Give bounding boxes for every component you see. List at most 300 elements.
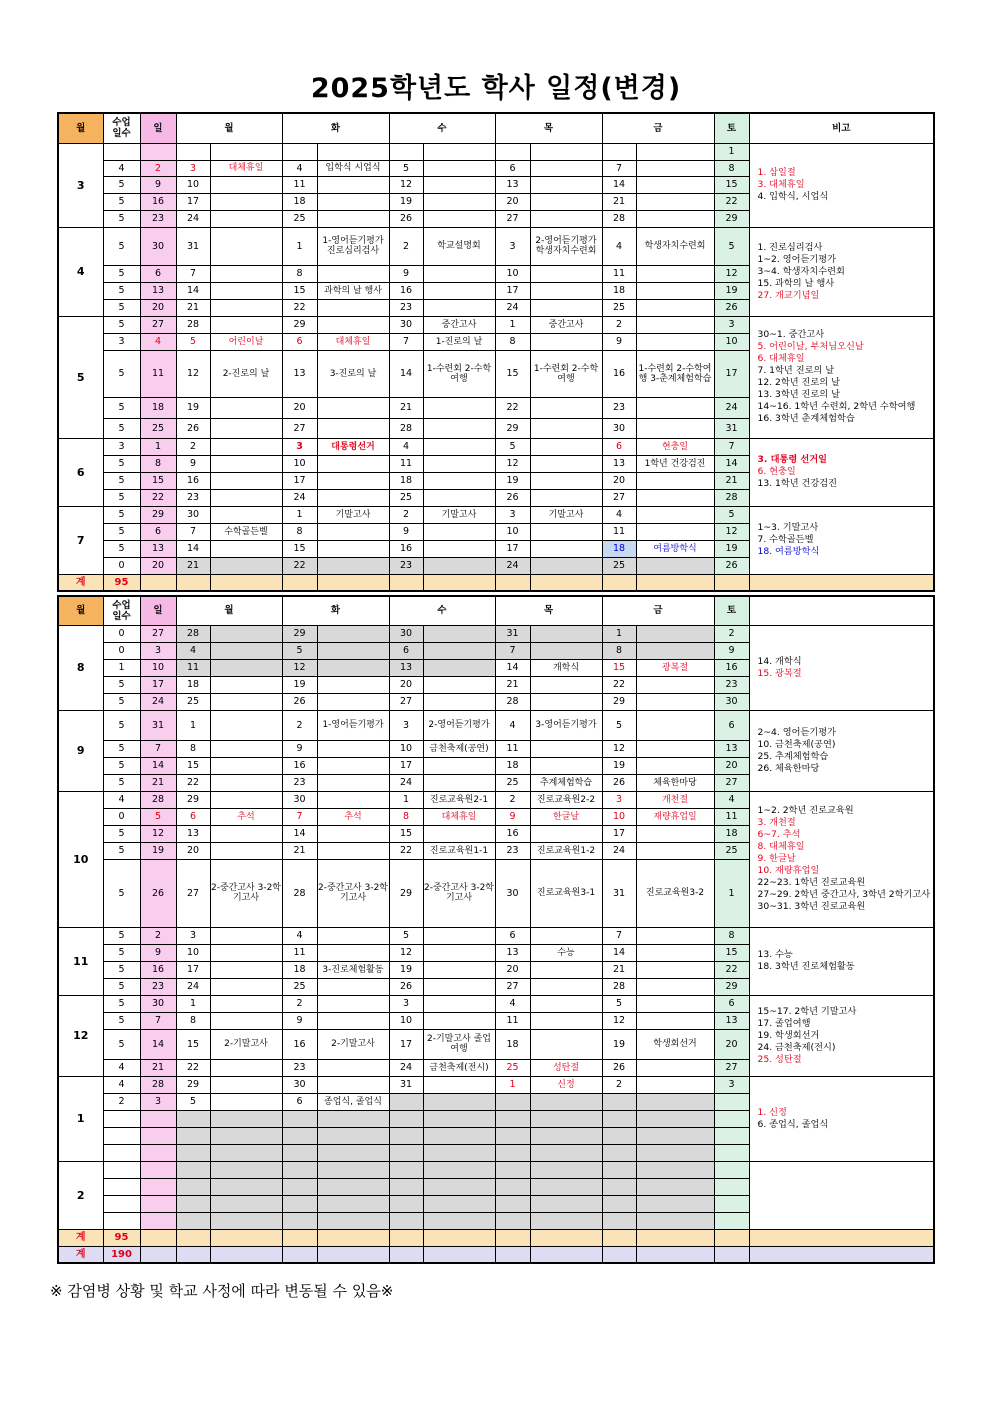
empty-cell [530, 1212, 602, 1229]
cell: 수학골든벨 [210, 523, 282, 540]
empty-cell [176, 1246, 210, 1263]
cell: 26 [282, 693, 317, 710]
cell: 9 [389, 523, 423, 540]
empty-cell [423, 978, 495, 995]
cell: 3 [495, 227, 530, 265]
empty-cell [176, 1178, 210, 1195]
cell: 3 [714, 1076, 749, 1093]
cell: 4 [103, 160, 140, 176]
cell: 10 [714, 333, 749, 350]
empty-cell [495, 1093, 530, 1110]
cell: 4 [176, 642, 210, 659]
cell: 24 [389, 774, 423, 791]
note-line: 13. 1학년 건강검진 [757, 478, 838, 489]
cell: 1-영어듣기평가 진로심리검사 [317, 227, 389, 265]
cell: 2 [602, 316, 636, 333]
cell: 4 [282, 927, 317, 944]
cell: 14 [176, 282, 210, 299]
cell: 15 [282, 282, 317, 299]
cell: 1 [176, 710, 210, 740]
cell: 17 [140, 676, 176, 693]
cell: 학생회선거 [636, 1029, 714, 1059]
empty-cell [317, 540, 389, 557]
notes-december [749, 995, 934, 1076]
cell: 계 [58, 1246, 103, 1263]
cell: 중간고사 [423, 316, 495, 333]
empty-cell [636, 557, 714, 574]
cell: 29 [140, 506, 176, 523]
empty-cell [317, 1110, 389, 1127]
empty-cell [282, 1246, 317, 1263]
week-row [58, 1076, 934, 1093]
empty-cell [210, 978, 282, 995]
empty-cell [389, 1212, 423, 1229]
cell: 9 [282, 1012, 317, 1029]
cell: 6 [495, 160, 530, 176]
cell: 3-진로의 날 [317, 350, 389, 397]
cell: 15 [176, 757, 210, 774]
empty-cell [317, 455, 389, 472]
cell: 24 [714, 397, 749, 418]
empty-cell [210, 227, 282, 265]
cell: 26 [714, 299, 749, 316]
cell: 95 [103, 1229, 140, 1246]
cell: 26 [389, 210, 423, 227]
empty-cell [389, 574, 423, 591]
cell: 3-영어듣기평가 [530, 710, 602, 740]
empty-cell [714, 574, 749, 591]
empty-cell [749, 574, 934, 591]
cell: 5 [282, 642, 317, 659]
note-line: 7. 1학년 진로의 날 [757, 365, 835, 376]
empty-cell [103, 1195, 140, 1212]
empty-cell [636, 1229, 714, 1246]
cell: 21 [495, 676, 530, 693]
semester1-calendar [57, 112, 935, 592]
empty-cell [210, 506, 282, 523]
empty-cell [530, 1246, 602, 1263]
empty-cell [636, 574, 714, 591]
cell: 28 [714, 489, 749, 506]
cell: 기말고사 [317, 506, 389, 523]
week-row [58, 143, 934, 160]
empty-cell [423, 210, 495, 227]
cell: 3 [140, 642, 176, 659]
cell: 31 [176, 227, 210, 265]
cell: 11 [282, 944, 317, 961]
empty-cell [176, 1229, 210, 1246]
empty-cell [530, 642, 602, 659]
note-line: 27. 개교기념일 [757, 289, 820, 301]
grand-total-row [58, 1246, 934, 1263]
notes-may [749, 316, 934, 438]
notes-july [749, 506, 934, 574]
cell: 개천절 [636, 791, 714, 808]
empty-cell [423, 265, 495, 282]
empty-cell [210, 825, 282, 842]
note-line: 25. 추계체험학습 [757, 750, 829, 762]
cell: 3 [176, 160, 210, 176]
cell: 13 [176, 825, 210, 842]
cell: 28 [140, 791, 176, 808]
empty-cell [423, 438, 495, 455]
empty-cell [636, 995, 714, 1012]
cell: 4 [495, 995, 530, 1012]
header-mon: 월 [176, 113, 282, 143]
footer-note: ※ 감염병 상황 및 학교 사정에 따라 변동될 수 있음※ [50, 1282, 394, 1300]
empty-cell [495, 143, 530, 160]
cell: 23 [714, 676, 749, 693]
empty-cell [176, 1144, 210, 1161]
cell: 대체휴일 [423, 808, 495, 825]
cell: 13 [714, 740, 749, 757]
empty-cell [317, 978, 389, 995]
empty-cell [317, 791, 389, 808]
cell: 8 [176, 1012, 210, 1029]
cell: 5 [103, 210, 140, 227]
cell: 10 [389, 740, 423, 757]
note-line: 10. 재량휴업일 [757, 865, 820, 876]
cell: 23 [140, 210, 176, 227]
cell: 4 [140, 333, 176, 350]
cell: 5 [103, 299, 140, 316]
note-line: 3. 대체휴일 [757, 179, 805, 190]
empty-cell [636, 282, 714, 299]
cell: 과학의 날 행사 [317, 282, 389, 299]
empty-cell [317, 1195, 389, 1212]
cell: 5 [103, 523, 140, 540]
cell: 14 [602, 176, 636, 193]
empty-cell [140, 1178, 176, 1195]
empty-cell [423, 455, 495, 472]
cell: 5 [103, 350, 140, 397]
cell: 학생자치수련회 [636, 227, 714, 265]
empty-cell [176, 1127, 210, 1144]
notes-november [749, 927, 934, 995]
cell: 27 [714, 774, 749, 791]
empty-cell [602, 1212, 636, 1229]
cell: 19 [282, 676, 317, 693]
week-row [58, 506, 934, 523]
empty-cell [423, 143, 495, 160]
notes-march [749, 143, 934, 227]
empty-cell [210, 557, 282, 574]
empty-cell [317, 489, 389, 506]
cell: 18 [176, 676, 210, 693]
empty-cell [602, 574, 636, 591]
empty-cell [176, 1110, 210, 1127]
empty-cell [389, 1161, 423, 1178]
empty-cell [210, 1093, 282, 1110]
cell: 21 [282, 842, 317, 859]
month-label: 11 [58, 927, 103, 995]
cell: 3 [140, 1093, 176, 1110]
cell: 13 [282, 350, 317, 397]
empty-cell [602, 1161, 636, 1178]
cell-text: 수업 [112, 117, 131, 129]
empty-cell [317, 1178, 389, 1195]
empty-cell [495, 1178, 530, 1195]
month-label: 4 [58, 227, 103, 316]
note-line: 3~4. 학생자치수련회 [757, 265, 845, 277]
empty-cell [636, 160, 714, 176]
cell: 29 [176, 1076, 210, 1093]
cell: 5 [602, 710, 636, 740]
cell: 재량휴업일 [636, 808, 714, 825]
cell: 11 [495, 740, 530, 757]
cell: 29 [495, 418, 530, 438]
cell: 어린이날 [210, 333, 282, 350]
cell: 계 [58, 574, 103, 591]
cell: 16 [495, 825, 530, 842]
empty-cell [176, 143, 210, 160]
cell: 16 [140, 193, 176, 210]
empty-cell [530, 397, 602, 418]
empty-cell [103, 1127, 140, 1144]
page-title: 2025학년도 학사 일정(변경) [310, 73, 682, 104]
cell: 27 [495, 210, 530, 227]
cell: 7 [282, 808, 317, 825]
empty-cell [423, 193, 495, 210]
cell: 15 [140, 472, 176, 489]
cell: 26 [495, 489, 530, 506]
empty-cell [389, 1110, 423, 1127]
empty-cell [636, 944, 714, 961]
cell: 3 [714, 316, 749, 333]
cell: 19 [389, 193, 423, 210]
empty-cell [317, 1212, 389, 1229]
cell: 12 [714, 265, 749, 282]
empty-cell [210, 944, 282, 961]
cell: 5 [602, 995, 636, 1012]
cell: 15 [714, 944, 749, 961]
empty-cell [317, 1012, 389, 1029]
empty-cell [176, 574, 210, 591]
cell: 20 [714, 1029, 749, 1059]
cell: 16 [389, 540, 423, 557]
note-line: 13. 수능 [757, 949, 793, 960]
header-fri: 금 [602, 596, 714, 625]
empty-cell [423, 397, 495, 418]
cell: 5 [103, 489, 140, 506]
cell: 9 [602, 333, 636, 350]
cell: 17 [389, 757, 423, 774]
cell: 24 [495, 299, 530, 316]
cell: 성탄절 [530, 1059, 602, 1076]
empty-cell [317, 642, 389, 659]
empty-cell [210, 574, 282, 591]
month-label: 10 [58, 791, 103, 927]
cell: 7 [176, 265, 210, 282]
empty-cell [636, 978, 714, 995]
cell: 25 [714, 842, 749, 859]
cell: 추석 [317, 808, 389, 825]
cell: 학교설명회 [423, 227, 495, 265]
empty-cell [317, 523, 389, 540]
note-line: 12. 2학년 진로의 날 [757, 377, 840, 388]
empty-cell [495, 1144, 530, 1161]
cell: 1 [389, 791, 423, 808]
cell: 2-영어듣기평가 [423, 710, 495, 740]
cell: 2 [389, 506, 423, 523]
cell: 0 [103, 557, 140, 574]
cell: 6 [389, 642, 423, 659]
empty-cell [210, 438, 282, 455]
empty-cell [317, 625, 389, 642]
cell: 13 [140, 282, 176, 299]
cell: 10 [389, 1012, 423, 1029]
empty-cell [530, 1229, 602, 1246]
empty-cell [423, 540, 495, 557]
empty-cell [530, 825, 602, 842]
cell: 0 [103, 642, 140, 659]
cell: 6 [282, 1093, 317, 1110]
cell: 22 [282, 299, 317, 316]
cell: 8 [282, 523, 317, 540]
cell: 17 [176, 961, 210, 978]
cell: 2-기말고사 졸업여행 [423, 1029, 495, 1059]
cell: 25 [282, 978, 317, 995]
note-line: 19. 학생회선거 [757, 1029, 820, 1041]
empty-cell [176, 1195, 210, 1212]
note-line: 1~2. 영어듣기평가 [757, 253, 836, 265]
cell: 21 [176, 299, 210, 316]
cell: 21 [140, 1059, 176, 1076]
cell: 9 [282, 740, 317, 757]
empty-cell [423, 1229, 495, 1246]
cell: 19 [389, 961, 423, 978]
cell: 12 [495, 455, 530, 472]
empty-cell [714, 1195, 749, 1212]
cell: 8 [714, 927, 749, 944]
cell: 8 [176, 740, 210, 757]
cell: 14 [602, 944, 636, 961]
cell: 3 [176, 927, 210, 944]
month-label: 12 [58, 995, 103, 1076]
empty-cell [636, 1144, 714, 1161]
empty-cell [423, 176, 495, 193]
cell: 30 [602, 418, 636, 438]
note-line: 1~3. 기말고사 [757, 522, 819, 533]
cell: 20 [495, 193, 530, 210]
cell: 8 [495, 333, 530, 350]
cell: 26 [602, 1059, 636, 1076]
cell: 16 [282, 1029, 317, 1059]
cell: 대체휴일 [210, 160, 282, 176]
cell: 5 [103, 282, 140, 299]
note-line: 1. 삼일절 [757, 167, 796, 178]
total-row [58, 1229, 934, 1246]
empty-cell [210, 193, 282, 210]
empty-cell [317, 659, 389, 676]
note-line: 5. 어린이날, 부처님오신날 [757, 341, 864, 352]
empty-cell [530, 740, 602, 757]
header-note [749, 596, 934, 625]
empty-cell [210, 176, 282, 193]
empty-cell [210, 740, 282, 757]
empty-cell [210, 625, 282, 642]
note-line: 24. 금천축제(전시) [757, 1041, 836, 1053]
week-row [58, 710, 934, 740]
empty-cell [714, 1246, 749, 1263]
note-line: 25. 성탄절 [757, 1053, 802, 1065]
cell: 26 [602, 774, 636, 791]
cell: 13 [389, 659, 423, 676]
semester2-calendar [57, 595, 935, 1264]
cell: 5 [103, 740, 140, 757]
cell: 23 [389, 557, 423, 574]
note-line: 15. 광복절 [757, 667, 802, 679]
empty-cell [103, 1212, 140, 1229]
empty-cell [495, 1127, 530, 1144]
cell: 5 [103, 1012, 140, 1029]
cell: 8 [714, 160, 749, 176]
empty-cell [317, 418, 389, 438]
note-line: 27~29. 2학년 중간고사, 3학년 2학기고사 [757, 889, 931, 900]
cell: 2 [140, 160, 176, 176]
empty-cell [423, 282, 495, 299]
empty-cell [636, 1110, 714, 1127]
empty-cell [210, 540, 282, 557]
cell: 29 [714, 210, 749, 227]
cell: 18 [495, 757, 530, 774]
empty-cell [636, 927, 714, 944]
cell: 5 [103, 978, 140, 995]
empty-cell [636, 143, 714, 160]
header-thu: 목 [495, 113, 602, 143]
cell: 22 [176, 774, 210, 791]
cell: 10 [140, 659, 176, 676]
cell: 신정 [530, 1076, 602, 1093]
empty-cell [530, 489, 602, 506]
empty-cell [423, 299, 495, 316]
empty-cell [210, 1144, 282, 1161]
cell: 2 [495, 791, 530, 808]
cell: 22 [714, 961, 749, 978]
cell: 16 [140, 961, 176, 978]
empty-cell [317, 842, 389, 859]
empty-cell [317, 143, 389, 160]
empty-cell [530, 1127, 602, 1144]
empty-cell [103, 1161, 140, 1178]
empty-cell [602, 1127, 636, 1144]
empty-cell [317, 265, 389, 282]
cell: 28 [140, 1076, 176, 1093]
empty-cell [317, 740, 389, 757]
cell: 2-중간고사 3-2학기고사 [210, 859, 282, 927]
empty-cell [636, 333, 714, 350]
note-line: 14. 개학식 [757, 655, 802, 667]
note-line: 18. 여름방학식 [757, 546, 820, 557]
cell: 2 [282, 995, 317, 1012]
empty-cell [530, 625, 602, 642]
empty-cell [714, 1093, 749, 1110]
empty-cell [636, 523, 714, 540]
month-label: 2 [58, 1161, 103, 1229]
cell: 2-중간고사 3-2학기고사 [317, 859, 389, 927]
cell: 21 [714, 472, 749, 489]
cell: 17 [495, 540, 530, 557]
cell: 0 [103, 625, 140, 642]
cell: 30 [282, 1076, 317, 1093]
cell: 27 [495, 978, 530, 995]
cell: 한글날 [530, 808, 602, 825]
empty-cell [602, 1178, 636, 1195]
empty-cell [210, 774, 282, 791]
cell: 3 [282, 438, 317, 455]
empty-cell [210, 299, 282, 316]
header-thu: 목 [495, 596, 602, 625]
